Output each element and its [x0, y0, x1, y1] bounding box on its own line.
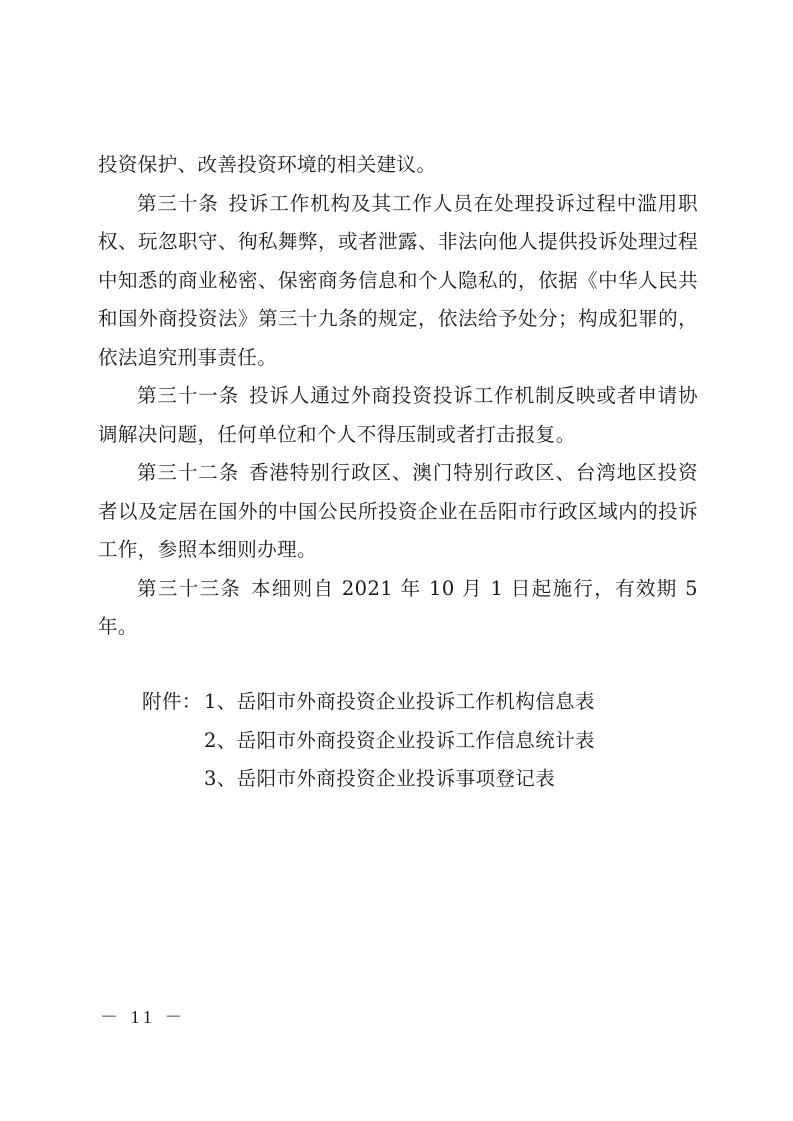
paragraph-article-32 [98, 454, 698, 570]
attachment-item: 2、岳阳市外商投资企业投诉工作信息统计表 [204, 728, 595, 752]
paragraph-article-33 [98, 570, 698, 647]
paragraph-text: 投诉人通过外商投资投诉工作机制反映或者申请协调解决问题，任何单位和个人不得压制或者打击报复。 [98, 384, 698, 446]
article-number: 第三十条 [137, 191, 219, 215]
paragraph-article-31 [98, 377, 698, 454]
attachment-row [142, 683, 702, 722]
attachments-label: 附件： [142, 690, 202, 713]
paragraph-article-30 [98, 185, 698, 378]
article-number: 第三十一条 [137, 384, 240, 407]
attachment-item: 1、岳阳市外商投资企业投诉工作机构信息表 [204, 690, 595, 713]
paragraph-carryover [98, 146, 698, 185]
page-number: － 11 － [100, 1007, 187, 1027]
attachment-row [142, 760, 702, 799]
paragraph-text: 投诉工作机构及其工作人员在处理投诉过程中滥用职权、玩忽职守、徇私舞弊，或者泄露、非法向他人提供投诉处理过程中知悉的商业秘密、保密商务信息和个人隐私的，依据《中华人民共和国外商投资法》第三十九条的规定，依法给予处分；构成犯罪的，依法追究刑事责任。 [98, 191, 698, 369]
article-number: 第三十二条 [137, 461, 240, 484]
paragraph-text: 投资保护、改善投资环境的相关建议。 [98, 153, 437, 176]
article-number: 第三十三条 [137, 576, 242, 600]
attachment-row [142, 722, 702, 761]
body-text [98, 146, 698, 647]
paragraph-text: 香港特别行政区、澳门特别行政区、台湾地区投资者以及定居在国外的中国公民所投资企业在岳阳市行政区域内的投诉工作，参照本细则办理。 [98, 461, 698, 561]
attachment-item: 3、岳阳市外商投资企业投诉事项登记表 [204, 767, 556, 790]
paragraph-text: 本细则自 2021 年 10 月 1 日起施行，有效期 5 年。 [98, 576, 698, 638]
attachments-list [142, 683, 702, 799]
